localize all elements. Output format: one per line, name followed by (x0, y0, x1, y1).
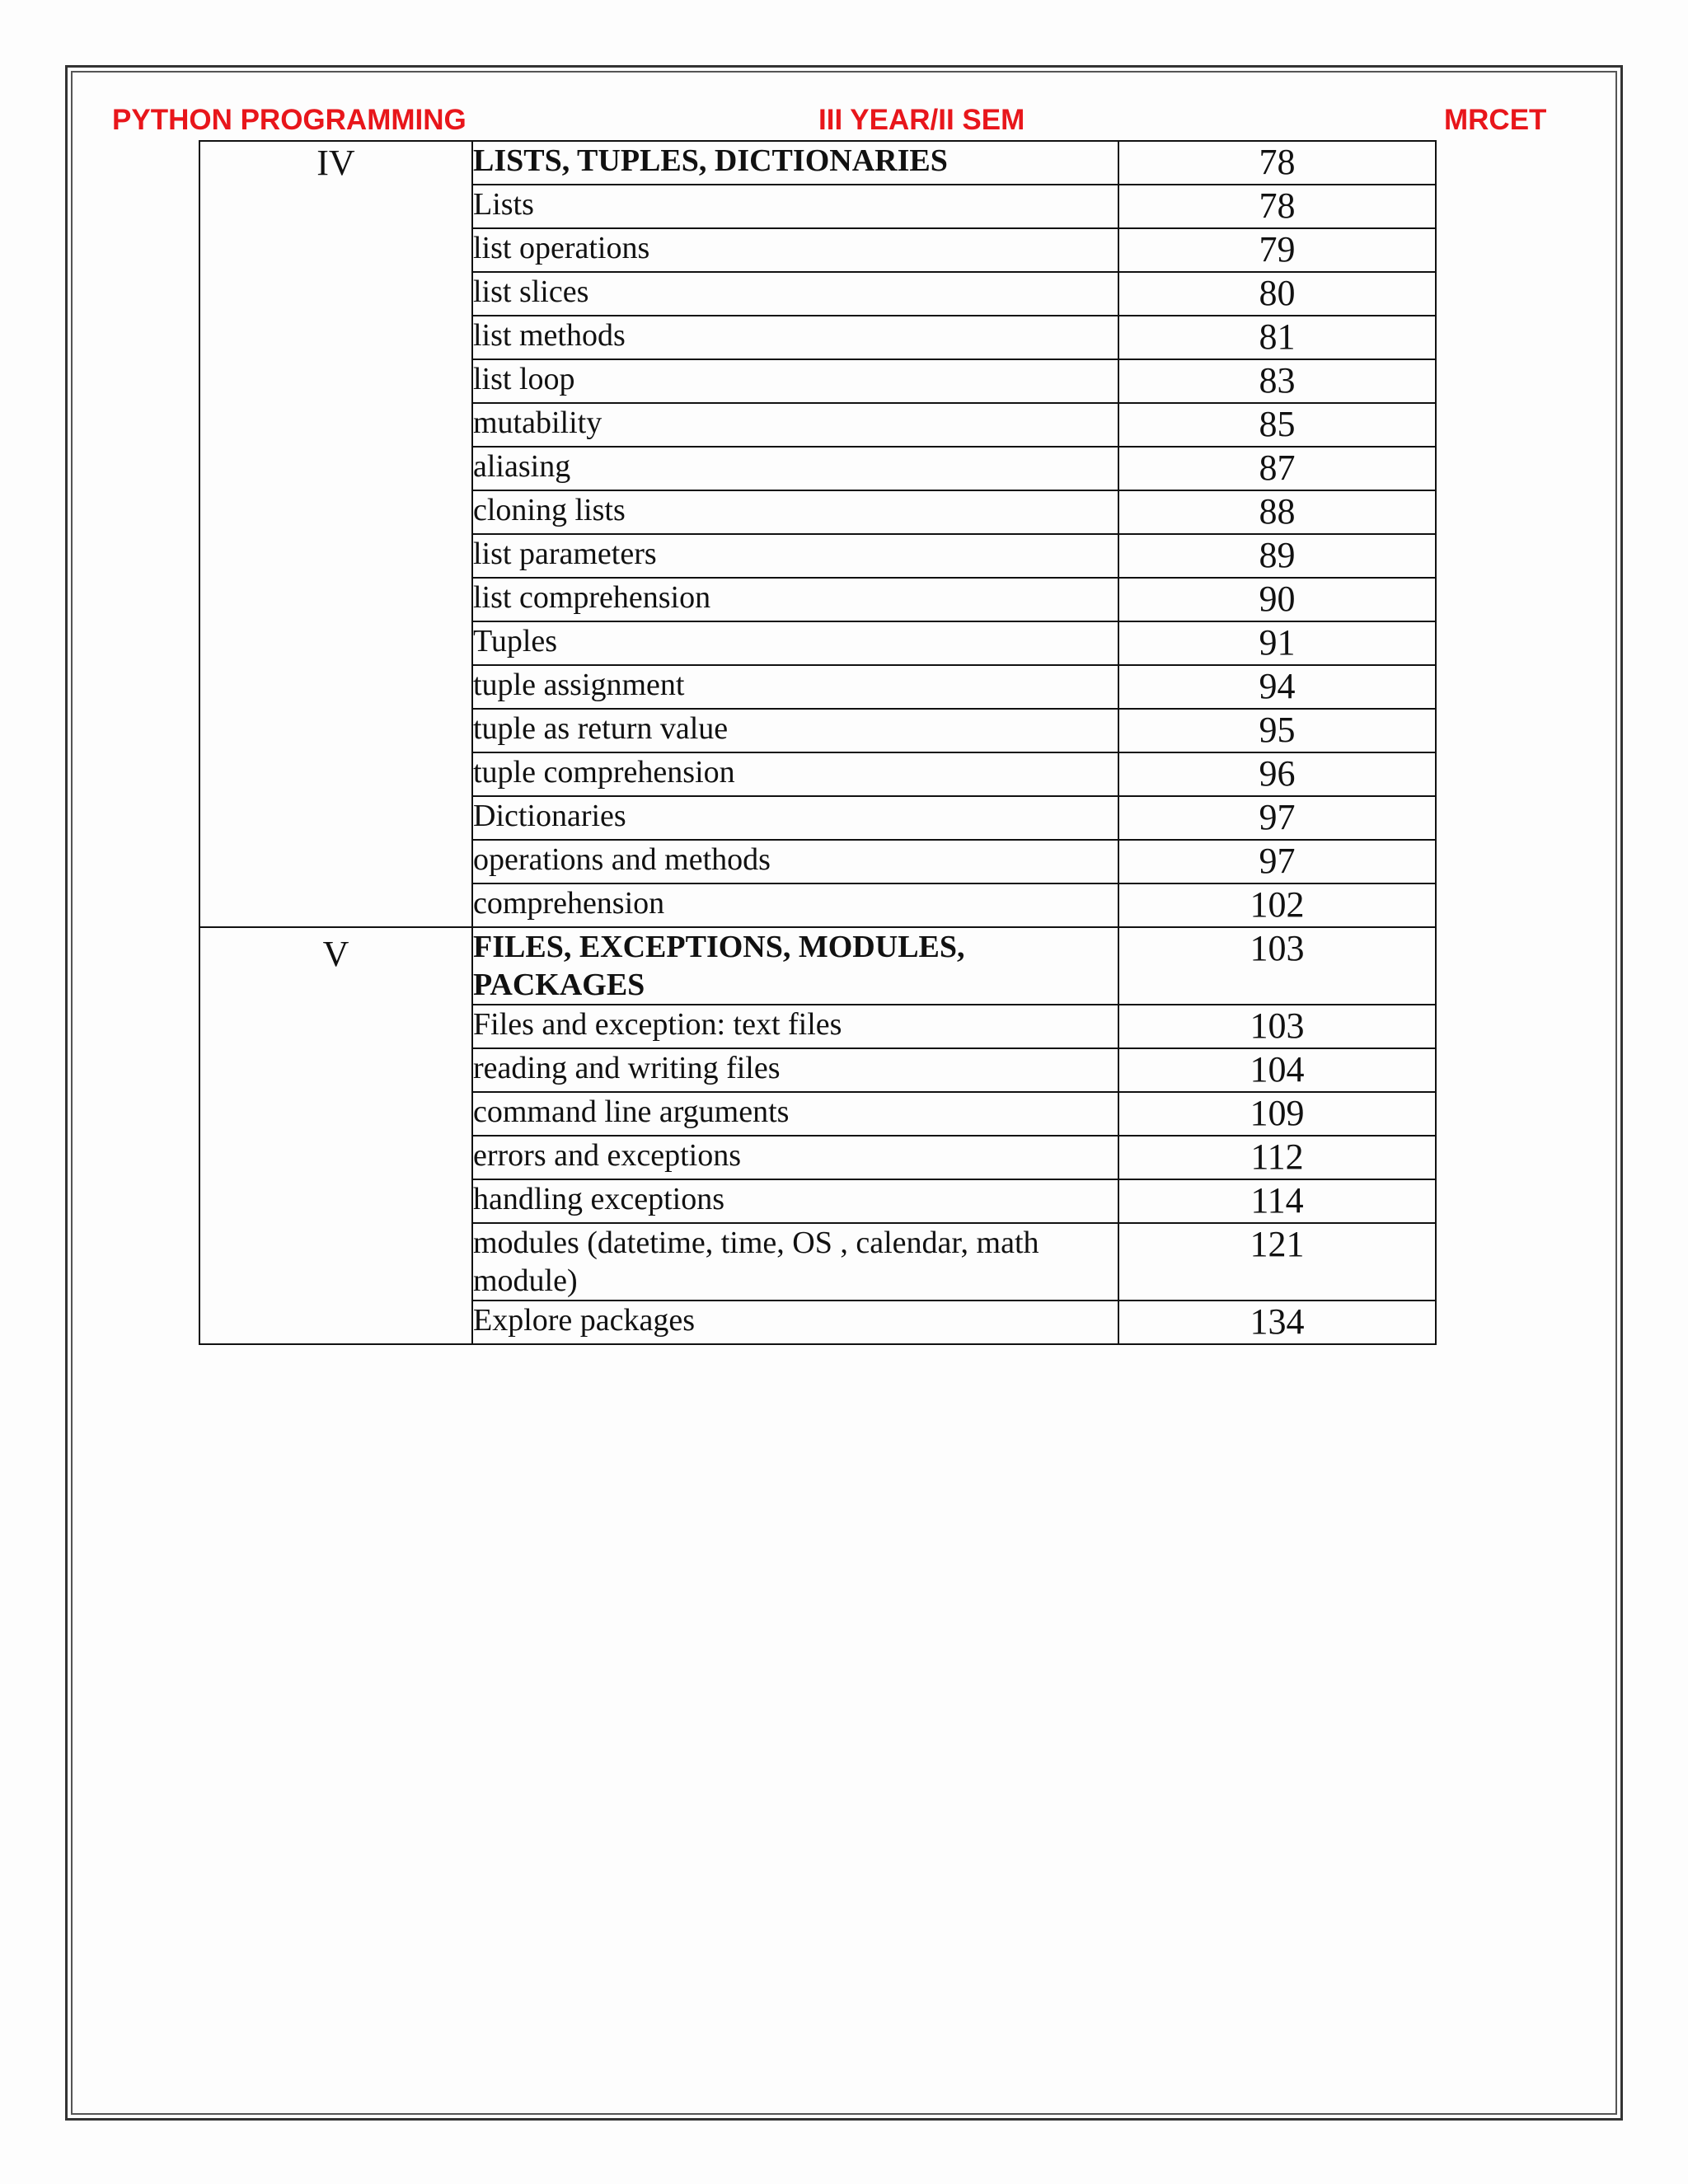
page-number: 91 (1118, 621, 1436, 665)
topic-title: Explore packages (472, 1301, 1118, 1344)
topic-title: modules (datetime, time, OS , calendar, math module) (472, 1223, 1118, 1301)
page-number: 85 (1118, 403, 1436, 447)
table-row (199, 141, 1436, 185)
topic-title: list methods (472, 316, 1118, 359)
topic-title: cloning lists (472, 490, 1118, 534)
topic-title: errors and exceptions (472, 1136, 1118, 1179)
page-number: 78 (1118, 141, 1436, 185)
unit-number: V (199, 927, 472, 1344)
topic-title: aliasing (472, 447, 1118, 490)
topic-title: list operations (472, 228, 1118, 272)
page-number: 81 (1118, 316, 1436, 359)
unit-heading: LISTS, TUPLES, DICTIONARIES (472, 141, 1118, 185)
page-number: 121 (1118, 1223, 1436, 1301)
page-number: 87 (1118, 447, 1436, 490)
page-number: 109 (1118, 1092, 1436, 1136)
topic-title: reading and writing files (472, 1048, 1118, 1092)
topic-title: command line arguments (472, 1092, 1118, 1136)
topic-title: Tuples (472, 621, 1118, 665)
page-number: 103 (1118, 927, 1436, 1005)
topic-title: mutability (472, 403, 1118, 447)
page-number: 80 (1118, 272, 1436, 316)
page-number: 97 (1118, 840, 1436, 883)
page-number: 88 (1118, 490, 1436, 534)
topic-title: tuple assignment (472, 665, 1118, 709)
topic-title: comprehension (472, 883, 1118, 927)
table-row (199, 927, 1436, 1005)
page-number: 97 (1118, 796, 1436, 840)
page-number: 102 (1118, 883, 1436, 927)
page-number: 78 (1118, 185, 1436, 228)
page-number: 94 (1118, 665, 1436, 709)
header-year-semester: III YEAR/II SEM (818, 104, 1025, 136)
topic-title: tuple as return value (472, 709, 1118, 752)
page-number: 103 (1118, 1005, 1436, 1048)
toc-body (199, 141, 1436, 1344)
unit-number: IV (199, 141, 472, 927)
page-number: 114 (1118, 1179, 1436, 1223)
topic-title: list loop (472, 359, 1118, 403)
page-number: 89 (1118, 534, 1436, 578)
table-of-contents (199, 140, 1437, 1345)
unit-heading: FILES, EXCEPTIONS, MODULES, PACKAGES (472, 927, 1118, 1005)
page-number: 112 (1118, 1136, 1436, 1179)
page-number: 134 (1118, 1301, 1436, 1344)
topic-title: Dictionaries (472, 796, 1118, 840)
topic-title: operations and methods (472, 840, 1118, 883)
page-number: 83 (1118, 359, 1436, 403)
header-institution: MRCET (1444, 104, 1547, 136)
page-number: 96 (1118, 752, 1436, 796)
page-number: 95 (1118, 709, 1436, 752)
page-number: 79 (1118, 228, 1436, 272)
topic-title: tuple comprehension (472, 752, 1118, 796)
page-number: 104 (1118, 1048, 1436, 1092)
topic-title: handling exceptions (472, 1179, 1118, 1223)
page-number: 90 (1118, 578, 1436, 621)
topic-title: Files and exception: text files (472, 1005, 1118, 1048)
topic-title: list slices (472, 272, 1118, 316)
header-course-title: PYTHON PROGRAMMING (112, 104, 467, 136)
topic-title: list comprehension (472, 578, 1118, 621)
topic-title: Lists (472, 185, 1118, 228)
topic-title: list parameters (472, 534, 1118, 578)
